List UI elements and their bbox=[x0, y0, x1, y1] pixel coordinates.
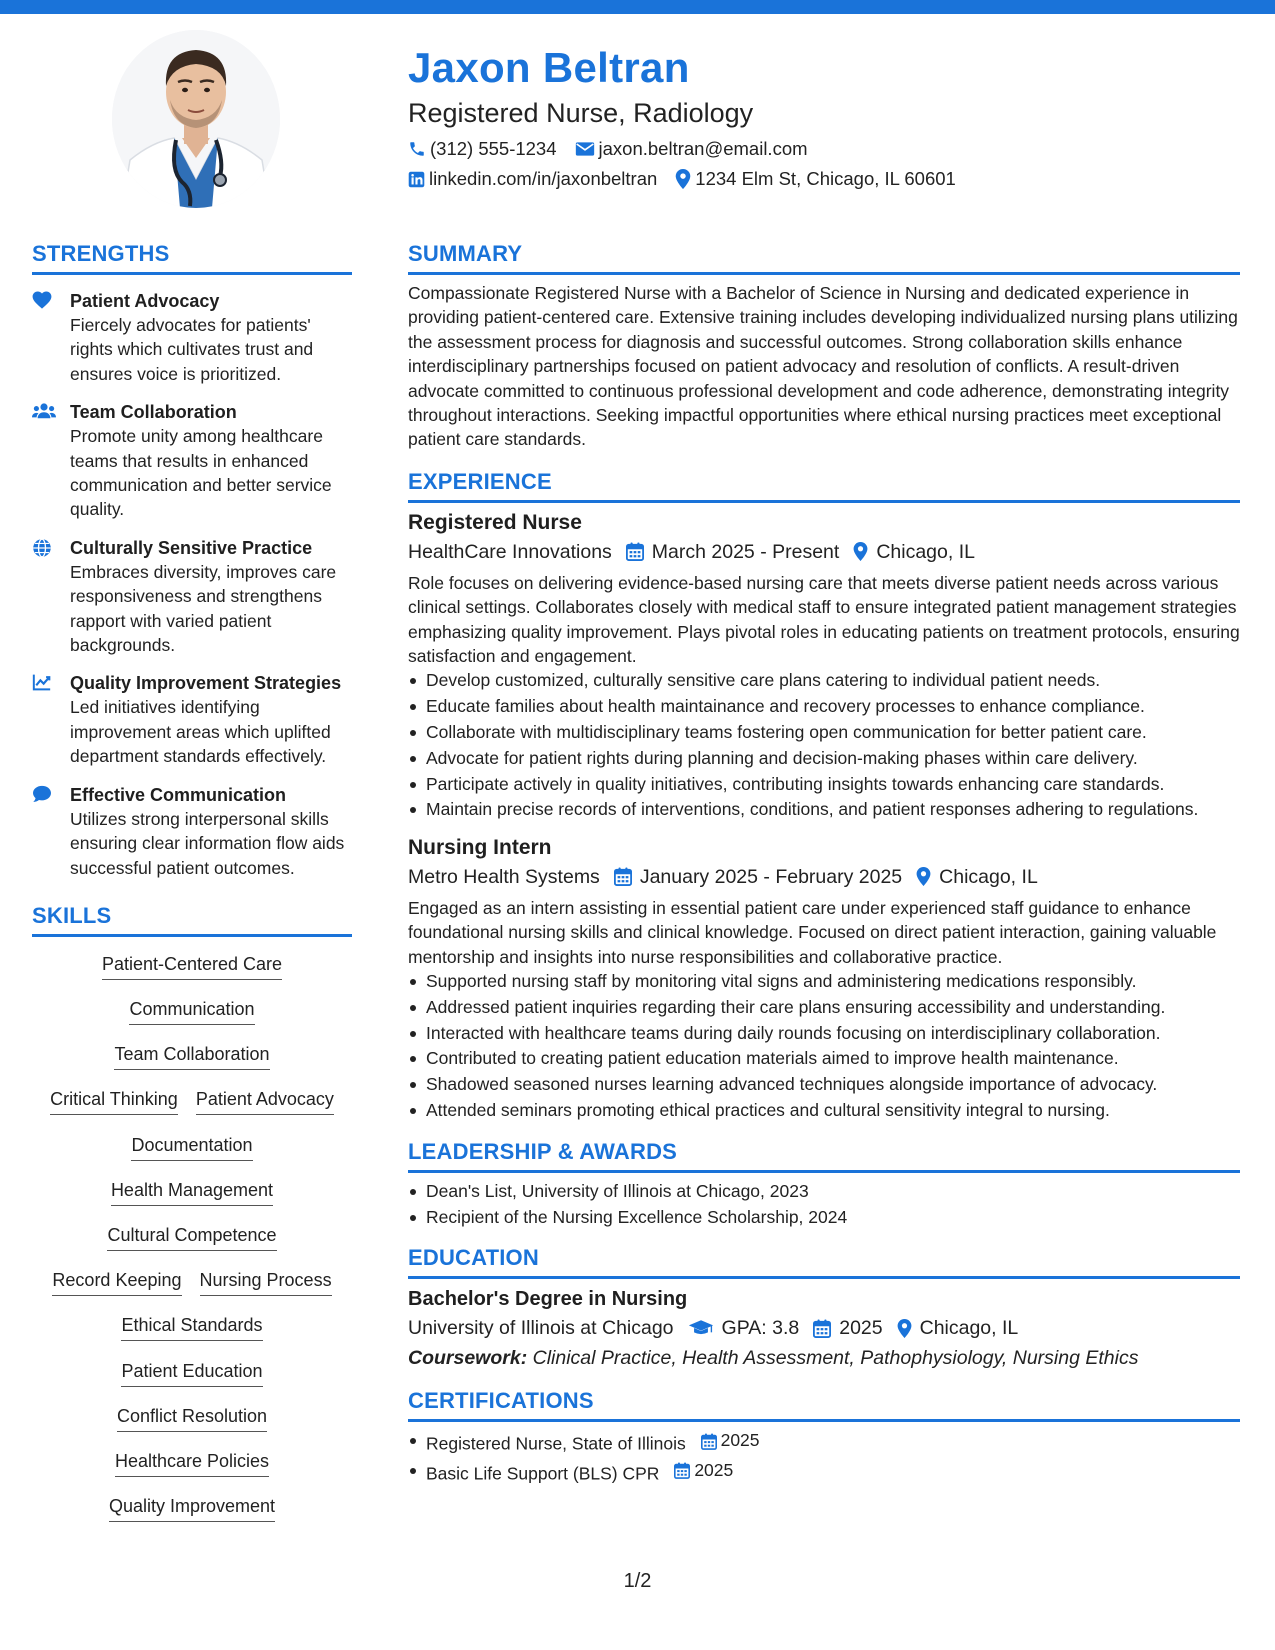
skill-tag: Ethical Standards bbox=[121, 1313, 262, 1341]
linkedin-text: linkedin.com/in/jaxonbeltran bbox=[429, 168, 658, 189]
certification-item bbox=[408, 1458, 1240, 1487]
graduation-year bbox=[813, 1313, 882, 1343]
skill-tag: Quality Improvement bbox=[109, 1494, 275, 1522]
map-pin-icon bbox=[853, 542, 868, 561]
job-title: Nursing Intern bbox=[408, 835, 552, 859]
envelope-icon bbox=[575, 141, 595, 157]
certification-year-text: 2025 bbox=[694, 1459, 734, 1480]
contact-row-1 bbox=[408, 134, 1228, 164]
certifications-rule bbox=[408, 1419, 1240, 1422]
profile-photo bbox=[112, 30, 280, 208]
education-entry bbox=[408, 1285, 1240, 1373]
skill-row bbox=[32, 1082, 352, 1127]
strength-desc: Fiercely advocates for patients' rights which cultivates trust and ensures voice is prioritized. bbox=[70, 315, 314, 384]
certification-name: Registered Nurse, State of Illinois bbox=[426, 1433, 686, 1454]
linkedin-icon bbox=[408, 171, 425, 188]
map-pin-icon bbox=[675, 169, 691, 189]
job-description: Engaged as an intern assisting in essential patient care under experienced staff guidance to enhance foundational nursing skills and clinical knowledge. Focused on direct patient interaction, gaining valuable mentorship and insights into nurse responsibilities and collaborative practice. bbox=[408, 897, 1217, 967]
phone-contact[interactable] bbox=[408, 134, 557, 164]
award-item: Recipient of the Nursing Excellence Scholarship, 2024 bbox=[408, 1205, 1240, 1231]
strengths-rule bbox=[32, 272, 352, 275]
job-bullet: Develop customized, culturally sensitive care plans catering to individual patient needs. bbox=[408, 668, 1240, 694]
job-bullet: Addressed patient inquiries regarding their care plans ensuring accessibility and understanding. bbox=[408, 995, 1240, 1021]
job-company: Metro Health Systems bbox=[408, 865, 600, 888]
award-item: Dean's List, University of Illinois at Chicago, 2023 bbox=[408, 1179, 1240, 1205]
strength-item bbox=[32, 536, 352, 658]
job-entry bbox=[408, 834, 1240, 1124]
job-dates bbox=[626, 537, 840, 567]
skill-row bbox=[32, 1218, 352, 1263]
skill-tag: Documentation bbox=[131, 1133, 252, 1161]
summary-rule bbox=[408, 272, 1240, 275]
experience-heading: EXPERIENCE bbox=[408, 468, 552, 494]
email-contact[interactable] bbox=[575, 134, 808, 164]
degree-title: Bachelor's Degree in Nursing bbox=[408, 1288, 688, 1311]
skill-row bbox=[32, 1444, 352, 1489]
school-name: University of Illinois at Chicago bbox=[408, 1317, 674, 1340]
job-meta bbox=[408, 862, 1240, 892]
certification-year bbox=[701, 1428, 760, 1454]
map-pin-icon bbox=[916, 867, 931, 886]
skill-row bbox=[32, 1173, 352, 1218]
gpa bbox=[688, 1313, 800, 1343]
skill-row bbox=[32, 1489, 352, 1534]
candidate-name: Jaxon Beltran bbox=[408, 44, 690, 91]
job-bullet: Interacted with healthcare teams during daily rounds focusing on interdisciplinary collaboration. bbox=[408, 1021, 1240, 1047]
skill-row bbox=[32, 1354, 352, 1399]
strength-desc: Led initiatives identifying improvement areas which uplifted department standards effectively. bbox=[70, 697, 331, 767]
job-description: Role focuses on delivering evidence-based nursing care that meets diverse patient needs across various clinical settings. Collaborates closely with medical staff to ensure integrated patient management strategies emphasizing quality improvement. Plays pivotal roles in educating patients on treatment protocols, ensuring satisfaction and engagement. bbox=[408, 572, 1240, 667]
job-location-text: Chicago, IL bbox=[939, 865, 1038, 888]
skill-tag: Critical Thinking bbox=[50, 1087, 178, 1115]
job-bullet: Supported nursing staff by monitoring vital signs and administering medications responsibly. bbox=[408, 969, 1240, 995]
top-accent-bar bbox=[0, 0, 1275, 14]
job-location bbox=[853, 537, 975, 567]
skill-tag: Nursing Process bbox=[200, 1268, 332, 1296]
skills-heading: SKILLS bbox=[32, 902, 112, 928]
coursework-label: Coursework: bbox=[408, 1347, 528, 1370]
skill-row bbox=[32, 1128, 352, 1173]
job-bullet: Attended seminars promoting ethical practices and cultural sensitivity integral to nursing. bbox=[408, 1098, 1240, 1124]
education-location-text: Chicago, IL bbox=[919, 1317, 1019, 1340]
job-title: Registered Nurse bbox=[408, 510, 582, 534]
skills-rule bbox=[32, 934, 352, 937]
job-bullet: Participate actively in quality initiatives, contributing insights towards enhancing care standards. bbox=[408, 772, 1240, 798]
coursework bbox=[408, 1343, 1240, 1373]
strength-title: Team Collaboration bbox=[70, 402, 237, 423]
strength-item bbox=[32, 783, 352, 880]
resume-header bbox=[408, 42, 1228, 194]
certification-name: Basic Life Support (BLS) CPR bbox=[426, 1463, 660, 1484]
page-number: 1/2 bbox=[623, 1570, 652, 1592]
strength-item bbox=[32, 671, 352, 768]
candidate-title: Registered Nurse, Radiology bbox=[408, 98, 754, 128]
skill-tag: Health Management bbox=[111, 1178, 273, 1206]
job-bullet: Advocate for patient rights during planning and decision-making phases within care delivery. bbox=[408, 746, 1240, 772]
skill-tag: Patient Education bbox=[121, 1359, 262, 1387]
job-company: HealthCare Innovations bbox=[408, 540, 612, 563]
job-dates-text: January 2025 - February 2025 bbox=[639, 865, 903, 888]
certification-year-text: 2025 bbox=[720, 1430, 760, 1451]
awards-heading: LEADERSHIP & AWARDS bbox=[408, 1138, 678, 1164]
skill-tag: Team Collaboration bbox=[114, 1042, 269, 1070]
job-bullet: Collaborate with multidisciplinary teams fostering open communication for better patient care. bbox=[408, 720, 1240, 746]
job-dates bbox=[614, 862, 902, 892]
job-entry bbox=[408, 509, 1240, 822]
skill-row bbox=[32, 1037, 352, 1082]
graduation-cap-icon bbox=[688, 1319, 714, 1337]
calendar-icon bbox=[701, 1433, 717, 1450]
strength-title: Culturally Sensitive Practice bbox=[70, 537, 313, 558]
job-bullet: Shadowed seasoned nurses learning advanced techniques alongside importance of advocacy. bbox=[408, 1072, 1240, 1098]
summary-text: Compassionate Registered Nurse with a Bachelor of Science in Nursing and dedicated experience in providing patient-centered care. Extensive training includes developing individualized nursing plans utilizing the assessment process for diagnosis and successful outcomes. Strong collaboration skills enhance interdisciplinary partnerships focused on patient advocacy and resolution of conflicts. A result-driven advocate committed to continuous professional development and code adherence, demonstrating integrity throughout interactions. Seeking impactful opportunities where ethical nursing practices meet exceptional patient care standards. bbox=[408, 283, 1238, 450]
certifications-heading: CERTIFICATIONS bbox=[408, 1388, 594, 1414]
education-rule bbox=[408, 1276, 1240, 1279]
strength-desc: Utilizes strong interpersonal skills ensuring clear information flow aids successful patient outcomes. bbox=[70, 808, 345, 878]
education-location bbox=[897, 1313, 1019, 1343]
heart-icon bbox=[32, 291, 52, 309]
email-text: jaxon.beltran@email.com bbox=[598, 138, 808, 159]
job-meta bbox=[408, 537, 1240, 567]
calendar-icon bbox=[813, 1319, 831, 1338]
globe-icon bbox=[32, 538, 52, 558]
skill-row bbox=[32, 992, 352, 1037]
users-icon bbox=[32, 402, 56, 420]
graduation-year-text: 2025 bbox=[839, 1317, 883, 1340]
strength-title: Patient Advocacy bbox=[70, 291, 220, 311]
skill-tag: Record Keeping bbox=[52, 1268, 181, 1296]
linkedin-contact[interactable] bbox=[408, 164, 657, 194]
calendar-icon bbox=[614, 867, 632, 886]
gpa-text: GPA: 3.8 bbox=[721, 1317, 800, 1340]
job-bullets bbox=[408, 668, 1240, 821]
phone-icon bbox=[408, 140, 426, 158]
skills-list bbox=[32, 947, 352, 1534]
skill-tag: Healthcare Policies bbox=[115, 1449, 269, 1477]
certification-item bbox=[408, 1428, 1240, 1457]
job-dates-text: March 2025 - Present bbox=[651, 540, 840, 563]
right-column bbox=[408, 240, 1240, 1487]
strengths-heading: STRENGTHS bbox=[32, 241, 170, 266]
skill-row bbox=[32, 947, 352, 992]
job-bullets bbox=[408, 969, 1240, 1124]
strength-desc: Embraces diversity, improves care responsiveness and strengthens rapport with varied patient backgrounds. bbox=[70, 561, 337, 656]
education-heading: EDUCATION bbox=[408, 1245, 539, 1271]
skill-row bbox=[32, 1399, 352, 1444]
strength-title: Effective Communication bbox=[70, 784, 287, 805]
left-column bbox=[32, 240, 352, 1534]
certification-year bbox=[674, 1458, 733, 1484]
awards-rule bbox=[408, 1170, 1240, 1173]
job-bullet: Maintain precise records of interventions, conditions, and patient responses adhering to regulations. bbox=[408, 797, 1240, 821]
strength-desc: Promote unity among healthcare teams that results in enhanced communication and better service quality. bbox=[70, 426, 332, 520]
summary-heading: SUMMARY bbox=[408, 241, 523, 266]
skill-tag: Communication bbox=[129, 997, 254, 1025]
phone-text: (312) 555-1234 bbox=[430, 138, 557, 159]
skill-tag: Patient-Centered Care bbox=[102, 952, 282, 980]
skill-tag: Cultural Competence bbox=[107, 1223, 276, 1251]
certifications-list bbox=[408, 1428, 1240, 1486]
job-location-text: Chicago, IL bbox=[876, 540, 975, 563]
chart-line-icon bbox=[32, 673, 52, 691]
doctor-portrait-icon bbox=[112, 30, 280, 208]
address-contact bbox=[675, 164, 956, 194]
map-pin-icon bbox=[897, 1319, 912, 1338]
skill-row bbox=[32, 1308, 352, 1353]
awards-list bbox=[408, 1179, 1240, 1231]
education-meta bbox=[408, 1313, 1240, 1343]
skill-row bbox=[32, 1263, 352, 1308]
strength-item bbox=[32, 400, 352, 522]
job-bullet: Educate families about health maintainance and recovery processes to enhance compliance. bbox=[408, 694, 1240, 720]
skill-tag: Conflict Resolution bbox=[117, 1404, 267, 1432]
experience-rule bbox=[408, 500, 1240, 503]
coursework-text: Clinical Practice, Health Assessment, Pathophysiology, Nursing Ethics bbox=[532, 1347, 1139, 1370]
contact-row-2 bbox=[408, 164, 1228, 194]
strength-title: Quality Improvement Strategies bbox=[70, 673, 342, 694]
address-text: 1234 Elm St, Chicago, IL 60601 bbox=[695, 168, 956, 189]
strength-item bbox=[32, 289, 352, 386]
job-bullet: Contributed to creating patient education materials aimed to improve health maintenance. bbox=[408, 1046, 1240, 1072]
job-location bbox=[916, 862, 1038, 892]
comment-icon bbox=[32, 785, 52, 803]
skill-tag: Patient Advocacy bbox=[196, 1087, 334, 1115]
calendar-icon bbox=[626, 542, 644, 561]
calendar-icon bbox=[674, 1462, 690, 1479]
